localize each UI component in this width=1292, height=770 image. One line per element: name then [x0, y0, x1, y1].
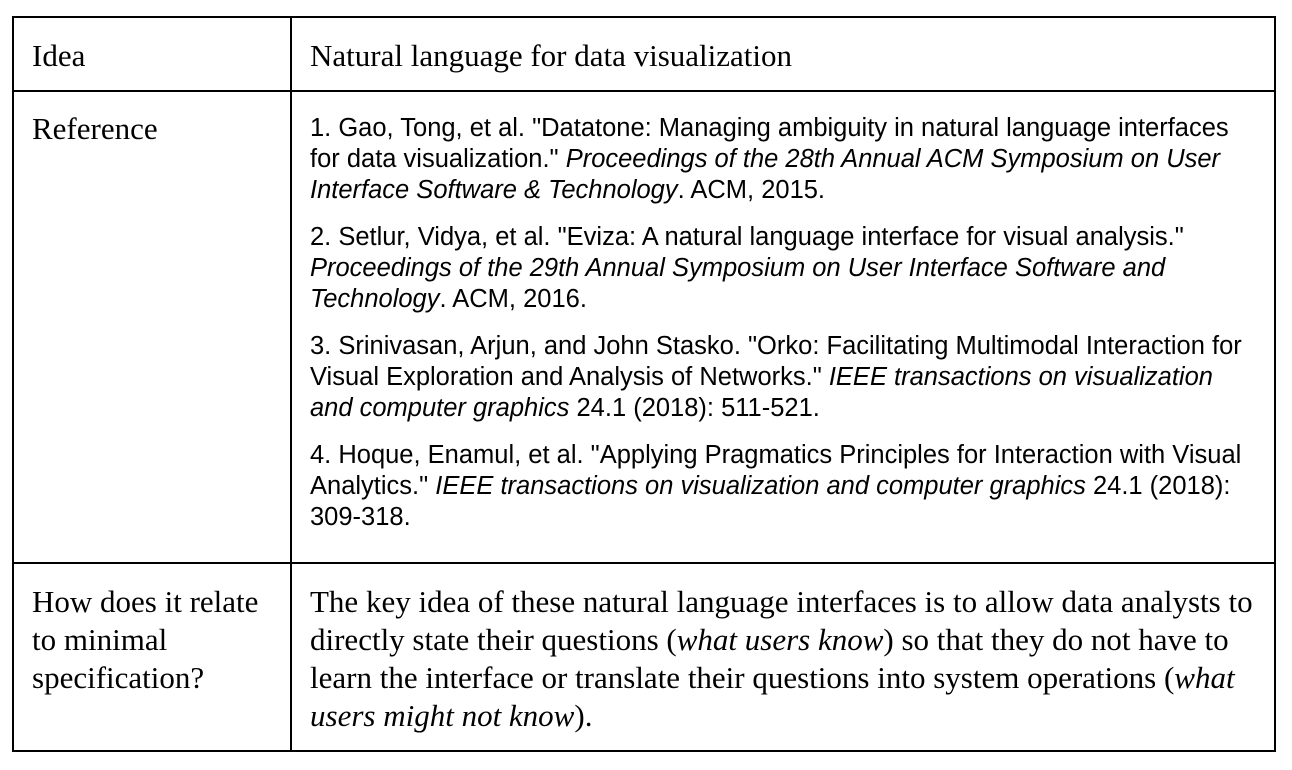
- idea-table: [12, 16, 1276, 752]
- relation-text-part: The key idea of these natural language interfaces is to allow data analysts to directly state their questions (: [310, 584, 1253, 657]
- reference-item: [310, 113, 1258, 206]
- relation-emphasis: what users know: [676, 622, 884, 657]
- reference-venue: Proceedings of the 28th Annual ACM Symposium on User Interface Software & Technology: [310, 145, 1221, 204]
- reference-text: . ACM, 2016.: [439, 285, 587, 313]
- reference-item: [310, 440, 1258, 533]
- reference-item: [310, 222, 1258, 315]
- reference-venue: IEEE transactions on visualization and computer graphics: [435, 472, 1086, 500]
- reference-text: 24.1 (2018): 511-521.: [569, 394, 820, 422]
- reference-list: [292, 92, 1274, 564]
- relation-label: How does it relate to minimal specification?: [14, 564, 292, 750]
- reference-label: Reference: [14, 92, 292, 564]
- reference-text: 24.1 (2018): 309-318.: [310, 472, 1231, 531]
- reference-text: 3. Srinivasan, Arjun, and John Stasko. "Orko: Facilitating Multimodal Interaction for Visual Exploration and Analysis of Networks.": [310, 332, 1242, 391]
- reference-venue: Proceedings of the 29th Annual Symposium on User Interface Software and Technology: [310, 254, 1166, 313]
- relation-emphasis: what users might not know: [310, 660, 1235, 733]
- reference-text: 1. Gao, Tong, et al. "Datatone: Managing ambiguity in natural language interfaces for data visualization.": [310, 114, 1229, 173]
- relation-text-part: ).: [574, 698, 593, 733]
- reference-text: 4. Hoque, Enamul, et al. "Applying Pragmatics Principles for Interaction with Visual Analytics.": [310, 441, 1242, 500]
- reference-venue: IEEE transactions on visualization and computer graphics: [310, 363, 1213, 422]
- idea-value: Natural language for data visualization: [292, 18, 1274, 92]
- relation-text-part: ) so that they do not have to learn the interface or translate their questions into system operations (: [310, 622, 1229, 695]
- relation-text: [292, 564, 1274, 750]
- idea-label: Idea: [14, 18, 292, 92]
- reference-text: 2. Setlur, Vidya, et al. "Eviza: A natural language interface for visual analysis.": [310, 223, 1184, 251]
- reference-item: [310, 331, 1258, 424]
- reference-text: . ACM, 2015.: [677, 176, 826, 204]
